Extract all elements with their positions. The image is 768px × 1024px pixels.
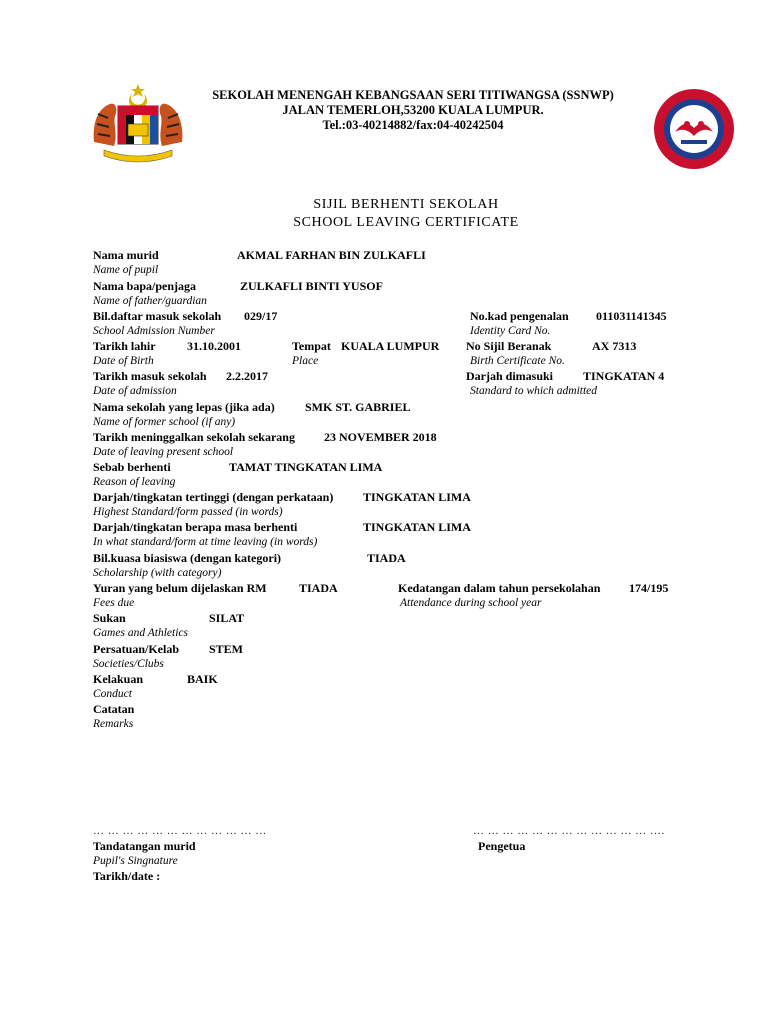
- fees-value: TIADA: [299, 581, 338, 595]
- principal-label: Pengetua: [478, 839, 526, 853]
- guardian-en: Name of father/guardian: [93, 295, 207, 307]
- pupil-name-label: Nama murid: [93, 248, 159, 262]
- admission-date-en: Date of admission: [93, 385, 177, 397]
- ic-label: No.kad pengenalan: [470, 309, 569, 323]
- sports-en: Games and Athletics: [93, 627, 188, 639]
- title-english: SCHOOL LEAVING CERTIFICATE: [293, 215, 519, 230]
- form-leaving-label: Darjah/tingkatan berapa masa berhenti: [93, 520, 298, 534]
- standard-admitted-value: TINGKATAN 4: [583, 369, 665, 383]
- pupil-signature-label: Tandatangan murid: [93, 839, 196, 853]
- reason-en: Reason of leaving: [93, 476, 176, 488]
- former-school-en: Name of former school (if any): [93, 416, 236, 428]
- admission-date-label: Tarikh masuk sekolah: [93, 369, 207, 383]
- pupil-name-value: AKMAL FARHAN BIN ZULKAFLI: [237, 248, 426, 262]
- place-en: Place: [292, 355, 319, 367]
- pupil-name-en: Name of pupil: [93, 264, 159, 276]
- fees-en: Fees due: [93, 597, 135, 609]
- ic-en: Identity Card No.: [470, 325, 551, 337]
- dob-label: Tarikh lahir: [93, 339, 156, 353]
- admission-date-value: 2.2.2017: [226, 369, 268, 383]
- attendance-value: 174/195: [629, 581, 669, 595]
- scholarship-label: Bil.kuasa biasiswa (dengan kategori): [93, 551, 282, 565]
- sports-label: Sukan: [93, 611, 126, 625]
- birth-cert-en: Birth Certificate No.: [470, 355, 565, 367]
- reason-label: Sebab berhenti: [93, 460, 171, 474]
- pupil-signature-line: … … … … … … … … … … … …: [93, 825, 267, 837]
- leaving-date-en: Date of leaving present school: [93, 446, 234, 458]
- attendance-en: Attendance during school year: [400, 597, 542, 609]
- school-address: JALAN TEMERLOH,53200 KUALA LUMPUR.: [282, 103, 544, 117]
- sports-value: SILAT: [209, 611, 245, 625]
- remarks-label: Catatan: [93, 702, 135, 716]
- conduct-en: Conduct: [93, 688, 132, 700]
- date-label: Tarikh/date :: [93, 869, 161, 883]
- pupil-signature-en: Pupil's Singnature: [93, 855, 178, 867]
- place-value: KUALA LUMPUR: [341, 339, 440, 353]
- scholarship-en: Scholarship (with category): [93, 567, 222, 579]
- dob-value: 31.10.2001: [187, 339, 241, 353]
- dob-en: Date of Birth: [93, 355, 154, 367]
- admission-no-label: Bil.daftar masuk sekolah: [93, 309, 222, 323]
- clubs-en: Societies/Clubs: [93, 658, 164, 670]
- birth-cert-value: AX 7313: [592, 339, 637, 353]
- leaving-date-label: Tarikh meninggalkan sekolah sekarang: [93, 430, 295, 444]
- form-leaving-value: TINGKATAN LIMA: [363, 520, 471, 534]
- guardian-value: ZULKAFLI BINTI YUSOF: [240, 279, 383, 293]
- attendance-label: Kedatangan dalam tahun persekolahan: [398, 581, 601, 595]
- reason-value: TAMAT TINGKATAN LIMA: [229, 460, 383, 474]
- clubs-label: Persatuan/Kelab: [93, 642, 179, 656]
- former-school-value: SMK ST. GABRIEL: [305, 400, 411, 414]
- highest-form-label: Darjah/tingkatan tertinggi (dengan perkataan): [93, 490, 334, 504]
- standard-admitted-en: Standard to which admitted: [470, 385, 598, 397]
- clubs-value: STEM: [209, 642, 244, 656]
- highest-form-value: TINGKATAN LIMA: [363, 490, 471, 504]
- remarks-en: Remarks: [93, 718, 134, 730]
- admission-no-en: School Admission Number: [93, 325, 215, 337]
- conduct-value: BAIK: [187, 672, 218, 686]
- leaving-date-value: 23 NOVEMBER 2018: [324, 430, 437, 444]
- highest-form-en: Highest Standard/form passed (in words): [93, 506, 283, 518]
- admission-no-value: 029/17: [244, 309, 278, 323]
- ic-value: 011031141345: [596, 309, 667, 323]
- title-malay: SIJIL BERHENTI SEKOLAH: [313, 197, 499, 212]
- former-school-label: Nama sekolah yang lepas (jika ada): [93, 400, 275, 414]
- school-name: SEKOLAH MENENGAH KEBANGSAAN SERI TITIWANGSA (SSNWP): [212, 88, 614, 102]
- form-leaving-en: In what standard/form at time leaving (in words): [93, 536, 318, 548]
- conduct-label: Kelakuan: [93, 672, 144, 686]
- fees-label: Yuran yang belum dijelaskan RM: [93, 581, 267, 595]
- principal-signature-line: … … … … … … … … … … … … ….: [473, 825, 665, 837]
- scholarship-value: TIADA: [367, 551, 406, 565]
- birth-cert-label: No Sijil Beranak: [466, 339, 552, 353]
- place-label: Tempat: [292, 339, 331, 353]
- school-contact: Tel.:03-40214882/fax:04-40242504: [322, 118, 504, 132]
- standard-admitted-label: Darjah dimasuki: [466, 369, 554, 383]
- guardian-label: Nama bapa/penjaga: [93, 279, 197, 293]
